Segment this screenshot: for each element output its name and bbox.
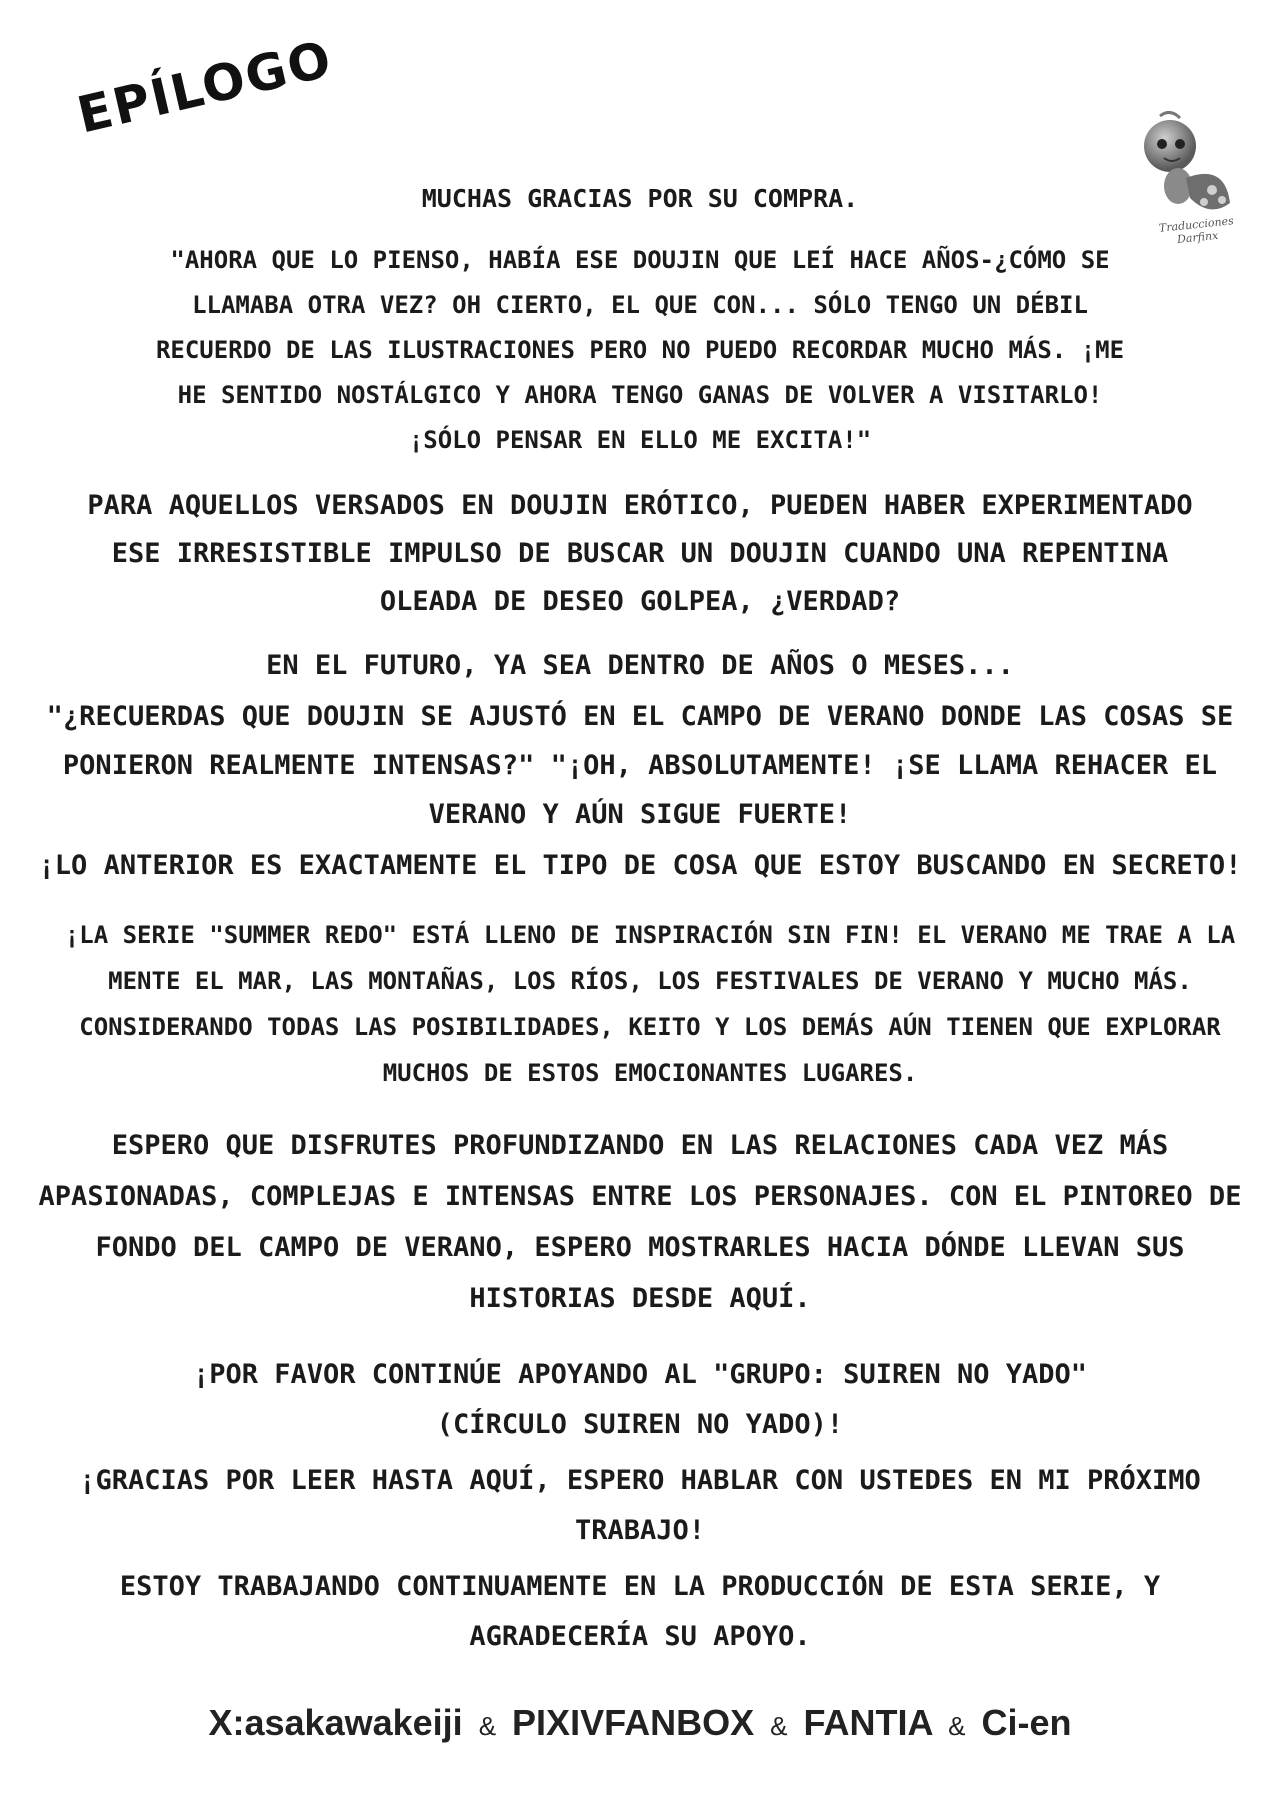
- watermark-text: Traducciones Darfinx: [1158, 214, 1235, 247]
- ampersand-1: &: [478, 1711, 497, 1741]
- page-title: EPÍLOGO: [72, 29, 338, 145]
- futuro-paragraph: EN EL FUTURO, YA SEA DENTRO DE AÑOS O MESES...: [266, 650, 1014, 681]
- aquellos-paragraph: PARA AQUELLOS VERSADOS EN DOUJIN ERÓTICO, PUEDEN HABER EXPERIMENTADO ESE IRRESISTIBLE IMPULSO DE BUSCAR UN DOUJIN CUANDO UNA REPENTINA OLEADA DE DESEO GOLPEA, ¿VERDAD?: [87, 490, 1193, 617]
- espero-paragraph: ESPERO QUE DISFRUTES PROFUNDIZANDO EN LAS RELACIONES CADA VEZ MÁS APASIONADAS, COMPLEJAS E INTENSAS ENTRE LOS PERSONAJES. CON EL PINTOREO DE FONDO DEL CAMPO DE VERANO, ESPERO MOSTRARLES HACIA DÓNDE LLEVAN SUS HISTORIAS DESDE AQUÍ.: [38, 1130, 1242, 1314]
- estoy-paragraph: ESTOY TRABAJANDO CONTINUAMENTE EN LA PRODUCCIÓN DE ESTA SERIE, Y AGRADECERÍA SU APOYO.: [119, 1571, 1161, 1652]
- cien-label: Ci-en: [981, 1702, 1072, 1743]
- ampersand-2: &: [770, 1711, 788, 1741]
- pixivfanbox-label: PIXIVFANBOX: [512, 1702, 755, 1743]
- quote-paragraph: "AHORA QUE LO PIENSO, HABÍA ESE DOUJIN QUE LEÍ HACE AÑOS-¿CÓMO SE LLAMABA OTRA VEZ? OH CIERTO, EL QUE CON... SÓLO TENGO UN DÉBIL RECUERDO DE LAS ILUSTRACIONES PERO NO PUEDO RECORDAR MUCHO MÁS. ¡ME HE SENTIDO NOSTÁLGICO Y AHORA TENGO GANAS DE VOLVER A VISITARLO! ¡SÓLO PENSAR EN ELLO ME EXCITA!": [155, 246, 1125, 454]
- fantia-label: FANTIA: [803, 1702, 933, 1743]
- ampersand-3: &: [948, 1711, 966, 1741]
- gracias-paragraph: ¡GRACIAS POR LEER HASTA AQUÍ, ESPERO HABLAR CON USTEDES EN MI PRÓXIMO TRABAJO!: [79, 1465, 1201, 1546]
- recuerdas-paragraph: "¿RECUERDAS QUE DOUJIN SE AJUSTÓ EN EL CAMPO DE VERANO DONDE LAS COSAS SE PONIERON REALMENTE INTENSAS?" "¡OH, ABSOLUTAMENTE! ¡SE LLAMA REHACER EL VERANO Y AÚN SIGUE FUERTE!: [46, 701, 1234, 830]
- favor-paragraph: ¡POR FAVOR CONTINÚE APOYANDO AL "GRUPO: SUIREN NO YADO" (CÍRCULO SUIREN NO YADO)!: [192, 1359, 1088, 1440]
- serie-paragraph: ¡LA SERIE "SUMMER REDO" ESTÁ LLENO DE INSPIRACIÓN SIN FIN! EL VERANO ME TRAE A LA MENTE EL MAR, LAS MONTAÑAS, LOS RÍOS, LOS FESTIVALES DE VERANO Y MUCHO MÁS. CONSIDERANDO TODAS LAS POSIBILIDADES, KEITO Y LOS DEMÁS AÚN TIENEN QUE EXPLORAR MUCHOS DE ESTOS EMOCIONANTES LUGARES.: [64, 921, 1236, 1087]
- x-handle: X:asakawakeiji: [208, 1702, 463, 1743]
- footer-links: [0, 1702, 1280, 1744]
- thanks-paragraph: MUCHAS GRACIAS POR SU COMPRA.: [421, 184, 859, 213]
- anterior-paragraph: ¡LO ANTERIOR ES EXACTAMENTE EL TIPO DE COSA QUE ESTOY BUSCANDO EN SECRETO!: [38, 850, 1242, 881]
